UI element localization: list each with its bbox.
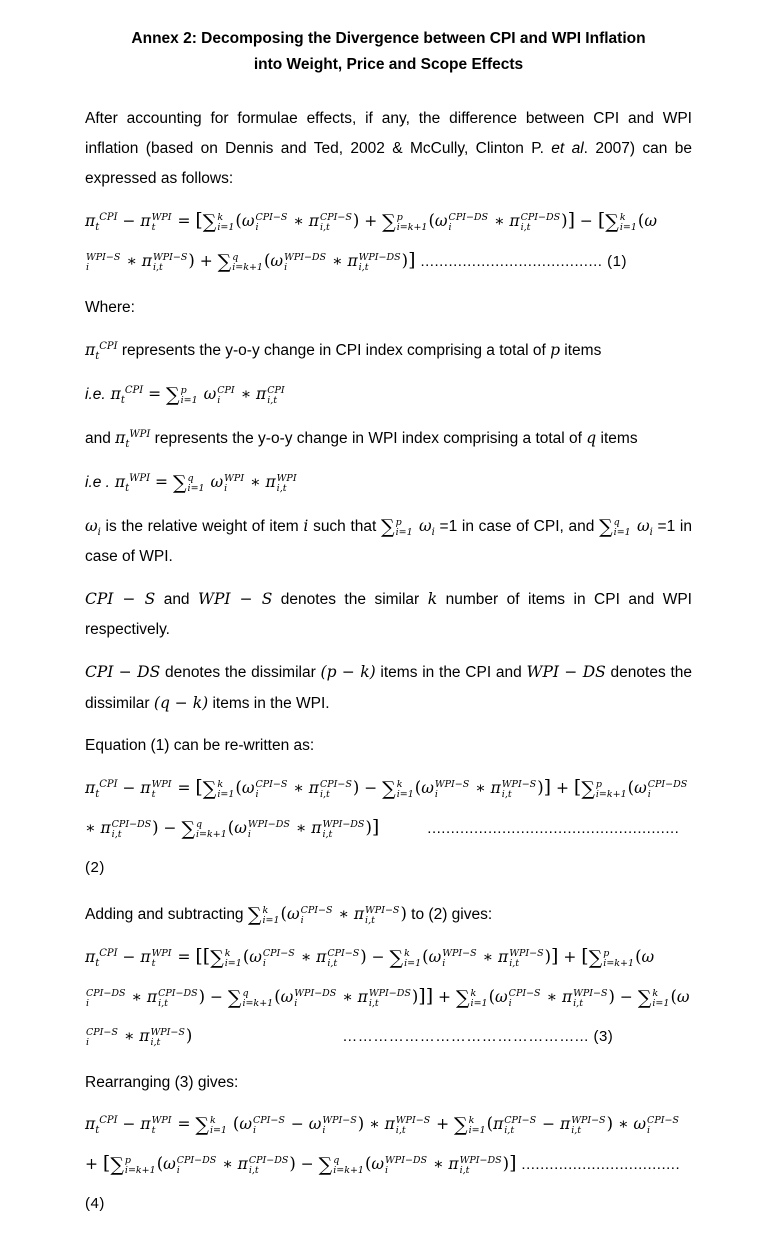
omega-definition: $\omega_i$ is the relative weight of item i such that ∑ p i=1 $\omega_i =1$ in case of CPI, and ∑ q i=1 $\omega_i =1$ in case of WPI.: [85, 516, 692, 565]
dissimilar-items-definition: CPI − DS denotes the dissimilar (p − k) items in the CPI and WPI − DS denotes the dissimilar (q − k) items in the WPI.: [85, 663, 692, 712]
ie-wpi-equation: i.e . $\pi_t^{WPI}$ = ∑ q i=1 ω WPI i ∗ π WPI i,t: [85, 472, 297, 494]
rewrite-note: Equation (1) can be re-written as:: [85, 737, 315, 754]
similar-items-definition: CPI − S and WPI − S denotes the similar k number of items in CPI and WPI respectively.: [85, 590, 692, 638]
adding-subtracting-note: Adding and subtracting ∑ k i=1 (ω CPI−S i ∗ π WPI−S i,t ) to (2) gives:: [85, 904, 493, 926]
equation-3: $\pi_t^{CPI} - \pi$ WPI t = [[∑ k i=1 (ω CPI−S i ∗ π CPI−S i,t ) − ∑ k i=1 (ω WPI−S i ∗ π WPI−S i,t )] + [∑ p i=k+1 (ω CPI−DS i ∗ π CPI−DS i,t ) − ∑ q i=k+1 (ω WPI−DS i ∗ π WPI−DS i,t )]] + ∑ k i=1 (ω CPI−S i ∗ π WPI−S i,t ) − ∑ k i=1 (ω CPI−S i ∗ π WPI−S i,t ) ………………………………………... (3): [85, 945, 690, 1048]
page-title: [85, 26, 692, 78]
ie-cpi-equation: i.e. $\pi_t^{CPI}$ = ∑ p i=1 ω CPI i ∗ π CPI i,t: [85, 384, 285, 406]
equation-1: $\pi_t^{CPI} - \pi$ WPI t = [∑ k i=1 (ω CPI−S i ∗ π CPI−S i,t ) + ∑ p i=k+1 (ω CPI−DS i ∗ π CPI−DS i,t )] − [∑ k i=1 (ω WPI−S i ∗ π WPI−S i,t ) + ∑ q i=k+1 (ω WPI−DS i ∗ π WPI−DS i,t )] ....................................... (1): [85, 209, 657, 273]
where-label: Where:: [85, 299, 135, 316]
pi-cpi-definition: $\pi_t^{CPI}$ represents the y-o-y change in CPI index comprising a total of p items: [85, 341, 602, 362]
intro-paragraph: After accounting for formulae effects, if any, the difference between CPI and WPI inflation (based on Dennis and Ted, 2002 & McCully, Clinton P. et al. 2007) can be expressed as follows:: [85, 110, 692, 187]
pi-wpi-definition: and $\pi_t^{WPI}$ represents the y-o-y change in WPI index comprising a total of q items: [85, 429, 638, 450]
equation-4: $\pi_t^{CPI} - \pi$ WPI t = ∑ k i=1 (ω CPI−S i − ω WPI−S i ) ∗ π WPI−S i,t + ∑ k i=1 (π CPI−S i,t − π WPI−S i,t ) ∗ ω CPI−S i + [∑ p i=k+1 (ω CPI−DS i ∗ π CPI−DS i,t ) − ∑ q i=k+1 (ω WPI−DS i ∗ π WPI−DS i,t )] .................................. (4): [85, 1114, 681, 1212]
title-line-2: into Weight, Price and Scope Effects: [253, 56, 524, 73]
equation-2: $\pi_t^{CPI} - \pi$ WPI t = [∑ k i=1 (ω CPI−S i ∗ π CPI−S i,t ) − ∑ k i=1 (ω WPI−S i ∗ π WPI−S i,t )] + [∑ p i=k+1 (ω CPI−DS i ∗ π CPI−DS i,t ) − ∑ q i=k+1 (ω WPI−DS i ∗ π WPI−DS i,t )] ...................................................... (2): [85, 776, 688, 876]
rearranging-note: Rearranging (3) gives:: [85, 1074, 239, 1091]
title-line-1: Annex 2: Decomposing the Divergence between CPI and WPI Inflation: [131, 30, 646, 47]
